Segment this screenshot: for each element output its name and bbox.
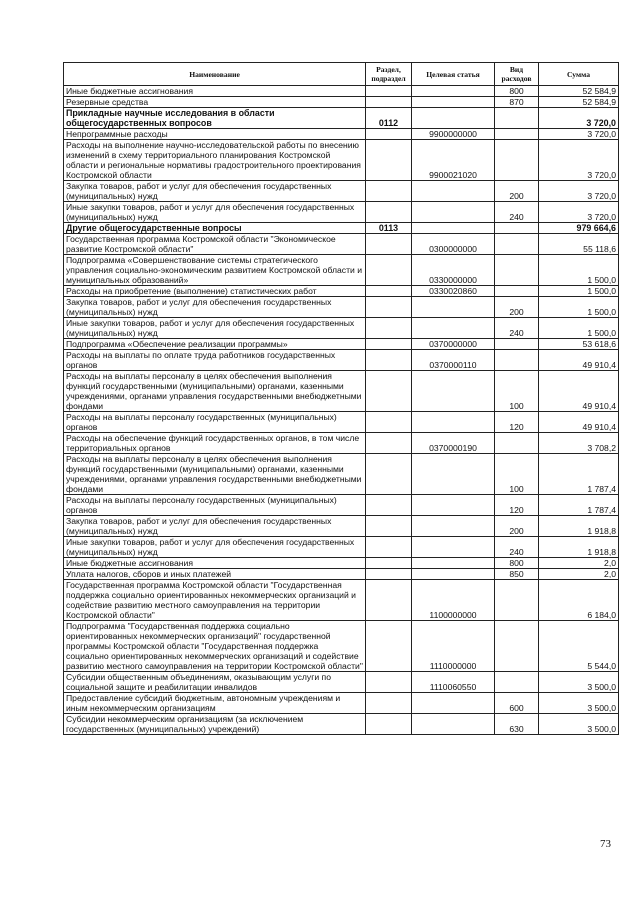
row-type [495, 580, 539, 621]
row-name: Уплата налогов, сборов и иных платежей [64, 569, 366, 580]
row-name: Закупка товаров, работ и услуг для обеспечения государственных (муниципальных) нужд [64, 297, 366, 318]
row-target [412, 318, 495, 339]
row-name: Иные закупки товаров, работ и услуг для обеспечения государственных (муниципальных) нужд [64, 537, 366, 558]
row-sum: 1 500,0 [539, 255, 619, 286]
row-type: 630 [495, 714, 539, 735]
row-target [412, 108, 495, 129]
row-name: Подпрограмма "Государственная поддержка социально ориентированных некоммерческих организаций" государственной программы Костромской области "Государственная поддержка социально ориентированных некоммерческих организаций и содействие развитию местного самоуправления на территории Костромской области" [64, 621, 366, 672]
row-section [366, 140, 412, 181]
row-type: 100 [495, 371, 539, 412]
row-name: Иные закупки товаров, работ и услуг для обеспечения государственных (муниципальных) нужд [64, 318, 366, 339]
row-sum: 2,0 [539, 558, 619, 569]
row-section [366, 202, 412, 223]
row-section [366, 286, 412, 297]
page-number: 73 [600, 838, 611, 850]
row-section [366, 339, 412, 350]
row-type: 850 [495, 569, 539, 580]
table-row [64, 621, 619, 672]
row-type: 240 [495, 202, 539, 223]
row-type: 100 [495, 454, 539, 495]
table-row [64, 129, 619, 140]
row-target: 0330020860 [412, 286, 495, 297]
table-row [64, 558, 619, 569]
row-sum: 3 720,0 [539, 108, 619, 129]
row-section [366, 693, 412, 714]
row-name: Предоставление субсидий бюджетным, автономным учреждениям и иным некоммерческим организациям [64, 693, 366, 714]
row-sum: 49 910,4 [539, 371, 619, 412]
row-type [495, 255, 539, 286]
row-section [366, 371, 412, 412]
table-row [64, 339, 619, 350]
row-type: 240 [495, 537, 539, 558]
row-type [495, 223, 539, 234]
row-sum: 6 184,0 [539, 580, 619, 621]
row-section [366, 97, 412, 108]
row-section [366, 297, 412, 318]
row-sum: 55 118,6 [539, 234, 619, 255]
table-row [64, 108, 619, 129]
budget-table [63, 62, 619, 735]
row-type [495, 140, 539, 181]
row-type: 240 [495, 318, 539, 339]
row-type [495, 339, 539, 350]
row-target: 9900021020 [412, 140, 495, 181]
table-row [64, 181, 619, 202]
row-section [366, 255, 412, 286]
row-name: Расходы на приобретение (выполнение) статистических работ [64, 286, 366, 297]
row-section [366, 318, 412, 339]
table-row [64, 234, 619, 255]
table-row [64, 672, 619, 693]
row-sum: 3 708,2 [539, 433, 619, 454]
table-header-row [64, 63, 619, 86]
row-sum: 49 910,4 [539, 412, 619, 433]
row-sum: 3 720,0 [539, 181, 619, 202]
row-section [366, 454, 412, 495]
row-target [412, 202, 495, 223]
row-section [366, 412, 412, 433]
row-target [412, 371, 495, 412]
row-section [366, 621, 412, 672]
row-target [412, 714, 495, 735]
row-target [412, 297, 495, 318]
table-row [64, 516, 619, 537]
row-name: Расходы на выплаты по оплате труда работников государственных органов [64, 350, 366, 371]
row-type: 600 [495, 693, 539, 714]
row-name: Расходы на выплаты персоналу государственных (муниципальных) органов [64, 495, 366, 516]
row-section [366, 495, 412, 516]
row-sum: 1 918,8 [539, 516, 619, 537]
table-row [64, 454, 619, 495]
table-row [64, 318, 619, 339]
row-target: 0330000000 [412, 255, 495, 286]
row-sum: 1 787,4 [539, 454, 619, 495]
row-sum: 49 910,4 [539, 350, 619, 371]
row-target: 0370000190 [412, 433, 495, 454]
row-target [412, 454, 495, 495]
row-section [366, 537, 412, 558]
row-name: Непрограммные расходы [64, 129, 366, 140]
row-target [412, 181, 495, 202]
table-row [64, 433, 619, 454]
row-sum: 3 720,0 [539, 129, 619, 140]
row-target: 9900000000 [412, 129, 495, 140]
table-row [64, 297, 619, 318]
row-target [412, 86, 495, 97]
row-name: Расходы на выплаты персоналу в целях обеспечения выполнения функций государственными (муниципальными) органами, казенными учреждениями, органами управления государственными внебюджетными фондами [64, 454, 366, 495]
table-body [64, 86, 619, 735]
row-sum: 3 500,0 [539, 714, 619, 735]
row-type: 200 [495, 181, 539, 202]
row-name: Другие общегосударственные вопросы [64, 223, 366, 234]
table-row [64, 97, 619, 108]
table-row [64, 202, 619, 223]
table-row [64, 412, 619, 433]
row-target [412, 97, 495, 108]
table-row [64, 286, 619, 297]
table-row [64, 371, 619, 412]
header-name: Наименование [64, 63, 366, 86]
row-target: 0300000000 [412, 234, 495, 255]
row-target [412, 223, 495, 234]
row-name: Государственная программа Костромской области "Экономическое развитие Костромской области" [64, 234, 366, 255]
row-target [412, 693, 495, 714]
row-target [412, 569, 495, 580]
row-target: 0370000000 [412, 339, 495, 350]
row-name: Прикладные научные исследования в области общегосударственных вопросов [64, 108, 366, 129]
row-sum: 1 500,0 [539, 297, 619, 318]
row-name: Иные закупки товаров, работ и услуг для обеспечения государственных (муниципальных) нужд [64, 202, 366, 223]
row-name: Иные бюджетные ассигнования [64, 558, 366, 569]
row-sum: 3 500,0 [539, 693, 619, 714]
row-type: 200 [495, 516, 539, 537]
row-section: 0112 [366, 108, 412, 129]
row-section [366, 350, 412, 371]
row-section [366, 558, 412, 569]
row-sum: 1 787,4 [539, 495, 619, 516]
row-type: 120 [495, 495, 539, 516]
row-sum: 3 720,0 [539, 140, 619, 181]
row-sum: 3 500,0 [539, 672, 619, 693]
row-sum: 52 584,9 [539, 86, 619, 97]
row-type: 200 [495, 297, 539, 318]
table-row [64, 495, 619, 516]
row-name: Расходы на выплаты персоналу государственных (муниципальных) органов [64, 412, 366, 433]
header-target: Целевая статья [412, 63, 495, 86]
row-sum: 979 664,6 [539, 223, 619, 234]
row-name: Подпрограмма «Обеспечение реализации программы» [64, 339, 366, 350]
row-section [366, 129, 412, 140]
row-sum: 2,0 [539, 569, 619, 580]
row-type [495, 129, 539, 140]
row-section [366, 714, 412, 735]
row-name: Расходы на выплаты персоналу в целях обеспечения выполнения функций государственными (муниципальными) органами, казенными учреждениями, органами управления государственными внебюджетными фондами [64, 371, 366, 412]
row-section [366, 86, 412, 97]
row-target: 1110060550 [412, 672, 495, 693]
row-sum: 5 544,0 [539, 621, 619, 672]
row-sum: 52 584,9 [539, 97, 619, 108]
row-name: Подпрограмма «Совершенствование системы стратегического управления социально-экономическим развитием Костромской области и муниципальных образований» [64, 255, 366, 286]
table-row [64, 86, 619, 97]
row-type: 120 [495, 412, 539, 433]
row-name: Государственная программа Костромской области "Государственная поддержка социально ориентированных некоммерческих организаций и содействие развитию местного самоуправления на территории Костромской области" [64, 580, 366, 621]
row-type [495, 234, 539, 255]
row-name: Расходы на выполнение научно-исследовательской работы по внесению изменений в схему территориального планирования Костромской области и региональные нормативы градостроительного проектирования Костромской области [64, 140, 366, 181]
row-type [495, 286, 539, 297]
row-name: Иные бюджетные ассигнования [64, 86, 366, 97]
table-row [64, 580, 619, 621]
row-type [495, 433, 539, 454]
row-sum: 1 918,8 [539, 537, 619, 558]
row-type [495, 672, 539, 693]
row-target [412, 537, 495, 558]
table-row [64, 350, 619, 371]
row-target [412, 495, 495, 516]
row-section [366, 672, 412, 693]
header-type: Вид расходов [495, 63, 539, 86]
table-row [64, 140, 619, 181]
row-type: 800 [495, 558, 539, 569]
row-sum: 3 720,0 [539, 202, 619, 223]
row-target [412, 516, 495, 537]
table-row [64, 255, 619, 286]
row-section [366, 234, 412, 255]
table-row [64, 537, 619, 558]
row-type: 870 [495, 97, 539, 108]
row-name: Резервные средства [64, 97, 366, 108]
row-name: Закупка товаров, работ и услуг для обеспечения государственных (муниципальных) нужд [64, 181, 366, 202]
row-section [366, 569, 412, 580]
header-section: Раздел, подраздел [366, 63, 412, 86]
row-name: Субсидии некоммерческим организациям (за исключением государственных (муниципальных) учреждений) [64, 714, 366, 735]
table-row [64, 693, 619, 714]
row-section [366, 516, 412, 537]
table-row [64, 223, 619, 234]
row-sum: 1 500,0 [539, 318, 619, 339]
row-section [366, 181, 412, 202]
row-name: Субсидии общественным объединениям, оказывающим услуги по социальной защите и реабилитации инвалидов [64, 672, 366, 693]
row-type [495, 621, 539, 672]
row-target: 0370000110 [412, 350, 495, 371]
row-name: Расходы на обеспечение функций государственных органов, в том числе территориальных органов [64, 433, 366, 454]
row-section: 0113 [366, 223, 412, 234]
row-type [495, 108, 539, 129]
row-target: 1100000000 [412, 580, 495, 621]
row-type: 800 [495, 86, 539, 97]
row-section [366, 580, 412, 621]
row-type [495, 350, 539, 371]
row-target [412, 412, 495, 433]
row-target [412, 558, 495, 569]
header-sum: Сумма [539, 63, 619, 86]
row-target: 1110000000 [412, 621, 495, 672]
row-section [366, 433, 412, 454]
row-name: Закупка товаров, работ и услуг для обеспечения государственных (муниципальных) нужд [64, 516, 366, 537]
table-row [64, 569, 619, 580]
row-sum: 53 618,6 [539, 339, 619, 350]
table-row [64, 714, 619, 735]
row-sum: 1 500,0 [539, 286, 619, 297]
